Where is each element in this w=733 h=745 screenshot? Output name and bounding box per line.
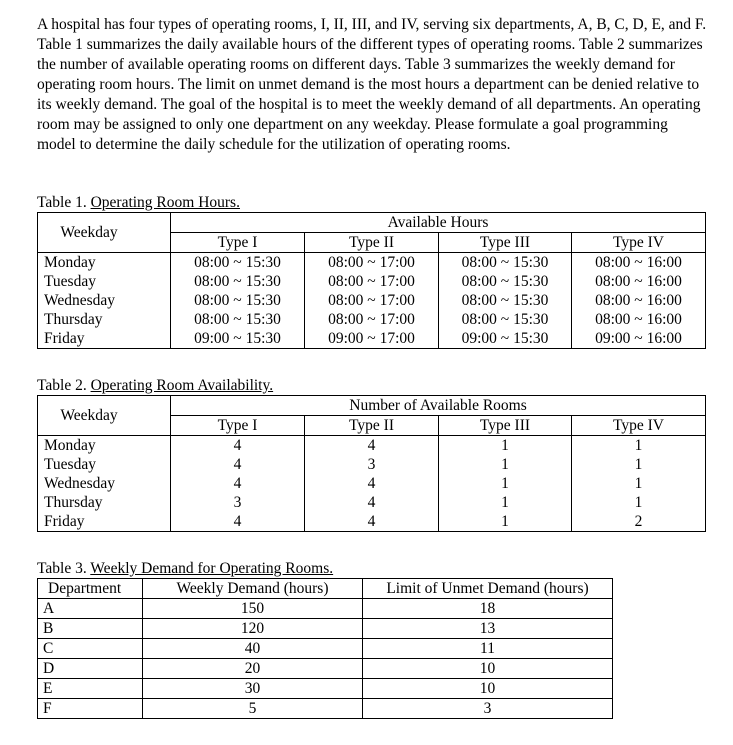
room-count-cell: 4: [305, 512, 439, 532]
room-count-cell: 4: [171, 512, 305, 532]
table3-caption: [37, 560, 333, 578]
hours-cell: 08:00 ~ 15:30: [439, 272, 572, 291]
room-count-cell: 1: [572, 455, 706, 474]
room-count-cell: 3: [305, 455, 439, 474]
table1-type-header: Type III: [439, 233, 572, 253]
room-count-cell: 1: [439, 436, 572, 456]
table-row: [38, 329, 706, 349]
limit-cell: 3: [363, 699, 613, 719]
limit-cell: 11: [363, 639, 613, 659]
hours-cell: 08:00 ~ 16:00: [572, 310, 706, 329]
table-row: [38, 291, 706, 310]
table2-caption-title: Operating Room Availability.: [90, 377, 274, 394]
limit-cell: 13: [363, 619, 613, 639]
hours-cell: 08:00 ~ 17:00: [305, 253, 439, 273]
table3-caption-prefix: Table 3.: [37, 560, 91, 577]
weekday-cell: Tuesday: [38, 455, 171, 474]
room-count-cell: 1: [439, 493, 572, 512]
weekday-cell: Monday: [38, 436, 171, 456]
hours-cell: 09:00 ~ 17:00: [305, 329, 439, 349]
table-row: [38, 599, 613, 619]
weekday-cell: Thursday: [38, 310, 171, 329]
hours-cell: 08:00 ~ 15:30: [439, 310, 572, 329]
table-row: [38, 253, 706, 273]
table-row: [38, 699, 613, 719]
table-row: [38, 493, 706, 512]
table-row: [38, 310, 706, 329]
hours-cell: 08:00 ~ 17:00: [305, 310, 439, 329]
hours-cell: 08:00 ~ 15:30: [171, 272, 305, 291]
hours-cell: 08:00 ~ 16:00: [572, 253, 706, 273]
hours-cell: 08:00 ~ 17:00: [305, 272, 439, 291]
demand-cell: 20: [143, 659, 363, 679]
weekday-cell: Wednesday: [38, 474, 171, 493]
department-cell: D: [38, 659, 143, 679]
table2-type-header: Type III: [439, 416, 572, 436]
room-count-cell: 4: [171, 474, 305, 493]
table1-type-header: Type II: [305, 233, 439, 253]
room-count-cell: 1: [439, 474, 572, 493]
table2-type-header: Type IV: [572, 416, 706, 436]
weekday-cell: Friday: [38, 329, 171, 349]
room-count-cell: 1: [572, 493, 706, 512]
limit-cell: 10: [363, 659, 613, 679]
room-count-cell: 3: [171, 493, 305, 512]
table-row: [38, 436, 706, 456]
table1-available-hours-header: Available Hours: [171, 213, 706, 233]
table1-weekday-header: Weekday: [38, 213, 171, 253]
weekday-cell: Monday: [38, 253, 171, 273]
weekday-cell: Thursday: [38, 493, 171, 512]
table2-available-rooms-header: Number of Available Rooms: [171, 396, 706, 416]
demand-cell: 30: [143, 679, 363, 699]
room-count-cell: 4: [305, 474, 439, 493]
demand-cell: 40: [143, 639, 363, 659]
table3-department-header: Department: [38, 579, 143, 599]
department-cell: E: [38, 679, 143, 699]
department-cell: A: [38, 599, 143, 619]
room-count-cell: 1: [572, 436, 706, 456]
operating-room-availability-table: [37, 395, 706, 532]
table1-type-header: Type I: [171, 233, 305, 253]
hours-cell: 08:00 ~ 15:30: [439, 291, 572, 310]
demand-cell: 120: [143, 619, 363, 639]
hours-cell: 08:00 ~ 16:00: [572, 291, 706, 310]
table-row: [38, 474, 706, 493]
department-cell: F: [38, 699, 143, 719]
hours-cell: 09:00 ~ 15:30: [439, 329, 572, 349]
limit-cell: 10: [363, 679, 613, 699]
demand-cell: 150: [143, 599, 363, 619]
table3-limit-header: Limit of Unmet Demand (hours): [363, 579, 613, 599]
weekly-demand-table: [37, 578, 613, 719]
room-count-cell: 1: [439, 512, 572, 532]
room-count-cell: 2: [572, 512, 706, 532]
table-row: [38, 679, 613, 699]
room-count-cell: 4: [171, 436, 305, 456]
table1-caption-title: Operating Room Hours.: [90, 194, 240, 211]
table-row: [38, 639, 613, 659]
table2-type-header: Type II: [305, 416, 439, 436]
hours-cell: 08:00 ~ 15:30: [171, 253, 305, 273]
department-cell: B: [38, 619, 143, 639]
operating-room-hours-table: [37, 212, 706, 349]
table1-type-header: Type IV: [572, 233, 706, 253]
table-row: [38, 272, 706, 291]
room-count-cell: 1: [572, 474, 706, 493]
table2-type-header: Type I: [171, 416, 305, 436]
room-count-cell: 4: [171, 455, 305, 474]
department-cell: C: [38, 639, 143, 659]
table1-caption-prefix: Table 1.: [37, 194, 91, 211]
room-count-cell: 4: [305, 436, 439, 456]
table-row: [38, 455, 706, 474]
hours-cell: 08:00 ~ 17:00: [305, 291, 439, 310]
table1-caption: [37, 194, 240, 212]
table-row: [38, 512, 706, 532]
hours-cell: 08:00 ~ 15:30: [171, 291, 305, 310]
table2-caption: [37, 377, 273, 395]
table2-caption-prefix: Table 2.: [37, 377, 91, 394]
weekday-cell: Tuesday: [38, 272, 171, 291]
demand-cell: 5: [143, 699, 363, 719]
limit-cell: 18: [363, 599, 613, 619]
table-row: [38, 619, 613, 639]
weekday-cell: Wednesday: [38, 291, 171, 310]
table3-caption-title: Weekly Demand for Operating Rooms.: [90, 560, 334, 577]
room-count-cell: 4: [305, 493, 439, 512]
room-count-cell: 1: [439, 455, 572, 474]
table2-weekday-header: Weekday: [38, 396, 171, 436]
hours-cell: 09:00 ~ 16:00: [572, 329, 706, 349]
hours-cell: 08:00 ~ 15:30: [171, 310, 305, 329]
hours-cell: 08:00 ~ 15:30: [439, 253, 572, 273]
weekday-cell: Friday: [38, 512, 171, 532]
hours-cell: 08:00 ~ 16:00: [572, 272, 706, 291]
problem-statement: A hospital has four types of operating rooms, I, II, III, and IV, serving six departments, A, B, C, D, E, and F. Table 1 summarizes the daily available hours of the different types of operating rooms. Table 2 summarizes the number of available operating rooms on different days. Table 3 summarizes the weekly demand for operating room hours. The limit on unmet demand is the most hours a department can be denied relative to its weekly demand. The goal of the hospital is to meet the weekly demand of all departments. An operating room may be assigned to only one department on any weekday. Please formulate a goal programming model to determine the daily schedule for the utilization of operating rooms.: [37, 16, 707, 153]
hours-cell: 09:00 ~ 15:30: [171, 329, 305, 349]
table3-demand-header: Weekly Demand (hours): [143, 579, 363, 599]
table-row: [38, 659, 613, 679]
